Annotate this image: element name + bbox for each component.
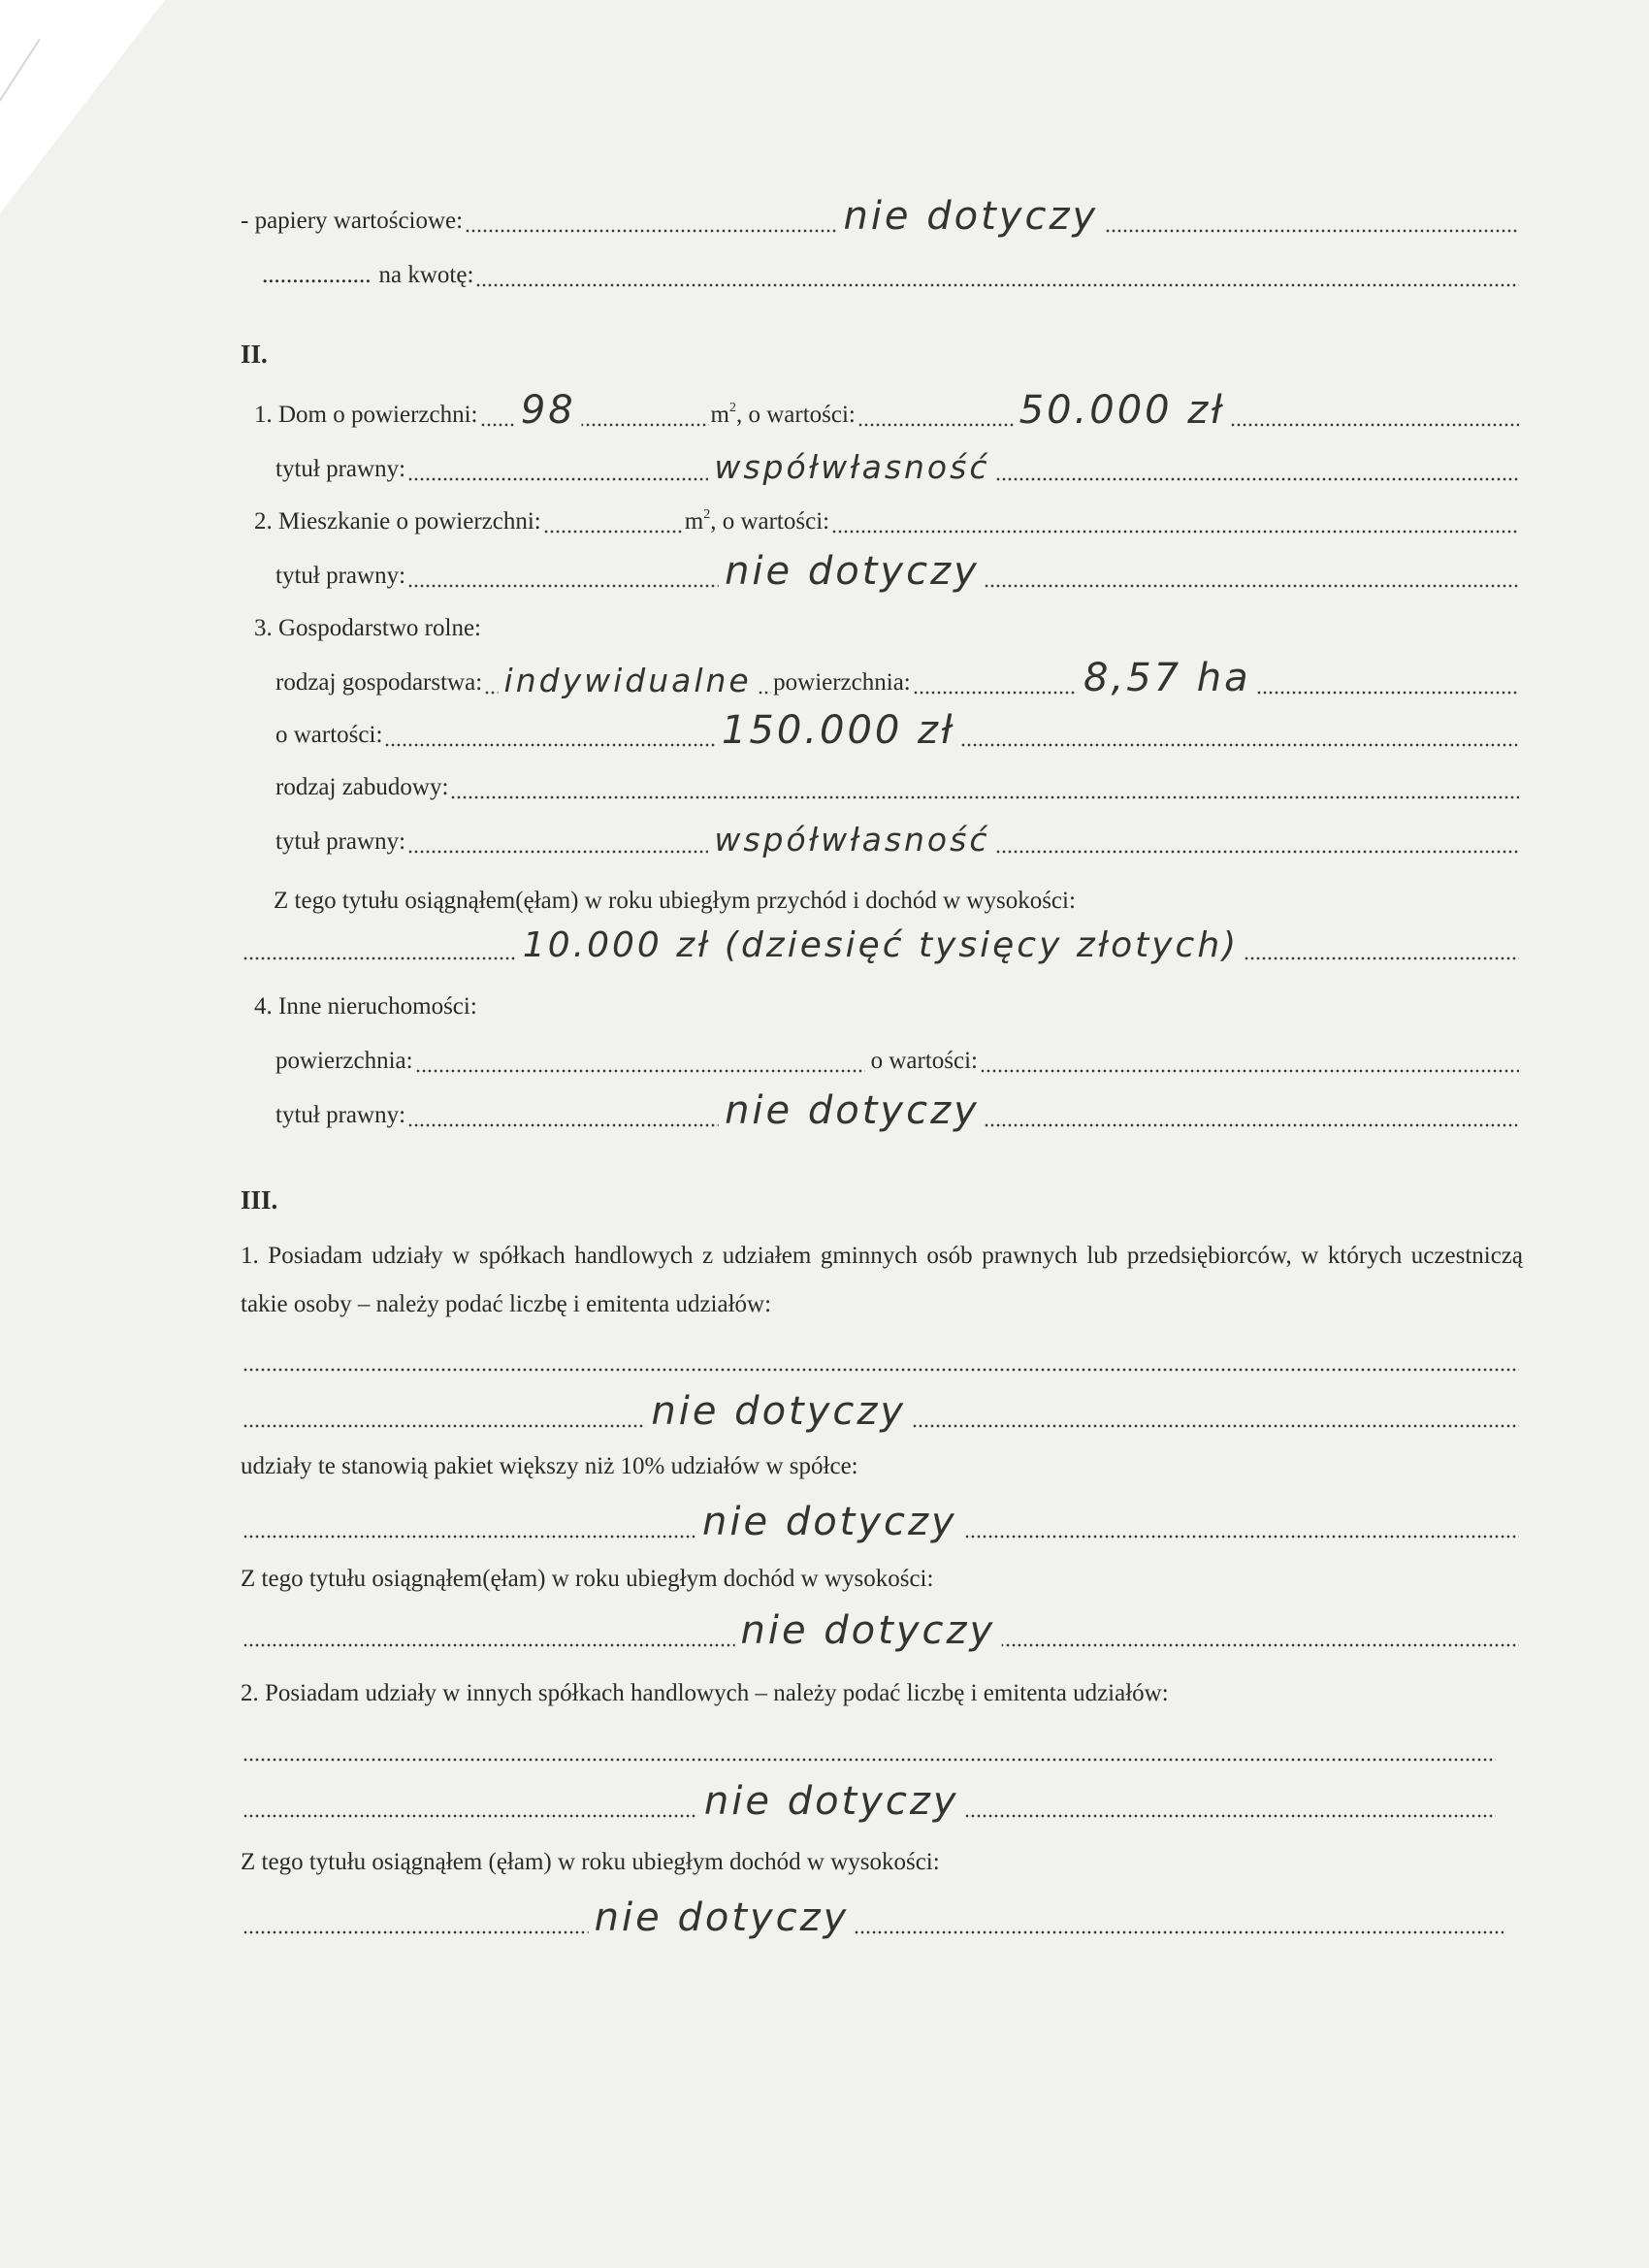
folded-corner bbox=[0, 0, 165, 213]
house-value-field[interactable] bbox=[857, 388, 1519, 433]
other-shares-line-2 bbox=[241, 1779, 1498, 1824]
flat-legal-title-label: tytuł prawny: bbox=[275, 563, 406, 589]
other-income-label: Z tego tytułu osiągnąłem (ęłam) w roku ubiegłym dochód w wysokości: bbox=[241, 1849, 940, 1875]
income-label: Z tego tytułu osiągnąłem(ęłam) w roku ubiegłym dochód w wysokości: bbox=[241, 1566, 934, 1592]
income-field[interactable] bbox=[242, 1608, 1519, 1653]
shares-line-1 bbox=[241, 1333, 1521, 1372]
flat-title-field[interactable] bbox=[407, 549, 1519, 594]
flat-title-value: nie dotyczy bbox=[719, 551, 986, 592]
legal-title-label: tytuł prawny: bbox=[275, 456, 406, 482]
other-area-row bbox=[275, 1034, 1521, 1073]
farm-value: 150.000 zł bbox=[716, 710, 961, 751]
section-iii-title: III. bbox=[241, 1185, 278, 1215]
package-field[interactable] bbox=[242, 1500, 1519, 1544]
flat-label: 2. Mieszkanie o powierzchni: bbox=[254, 508, 541, 535]
farm-area-label: powierzchnia: bbox=[773, 669, 911, 696]
farm-title-field[interactable] bbox=[407, 821, 1519, 859]
other-title-field[interactable] bbox=[407, 1088, 1519, 1133]
farm-row bbox=[254, 601, 1521, 640]
flat-area-field[interactable] bbox=[543, 512, 683, 534]
other-shares-label-row bbox=[241, 1667, 1502, 1705]
flat-m2-superscript: 2 bbox=[703, 506, 711, 522]
farm-value-field[interactable] bbox=[384, 708, 1519, 753]
house-label: 1. Dom o powierzchni: bbox=[254, 402, 478, 428]
other-shares-field-1[interactable] bbox=[242, 1740, 1496, 1762]
other-area-field[interactable] bbox=[415, 1052, 865, 1073]
house-title-value: współwłasność bbox=[708, 451, 995, 485]
farm-title-value: współwłasność bbox=[708, 824, 995, 858]
amount-field[interactable] bbox=[475, 266, 1519, 287]
other-property-row bbox=[254, 980, 1521, 1019]
farm-type-value: indywidualne bbox=[499, 664, 758, 698]
other-property-label: 4. Inne nieruchomości: bbox=[254, 993, 477, 1020]
m2-superscript: 2 bbox=[728, 400, 736, 415]
other-income-label-row bbox=[241, 1835, 1521, 1874]
buildings-field[interactable] bbox=[450, 778, 1519, 799]
shares-line-2 bbox=[241, 1389, 1521, 1434]
farm-type-label: rodzaj gospodarstwa: bbox=[275, 669, 483, 696]
other-shares-text: 2. Posiadam udziały w innych spółkach handlowych – należy podać liczbę i emitenta udziałów: bbox=[241, 1680, 1169, 1706]
shares-field-2[interactable] bbox=[242, 1389, 1519, 1434]
amount-prefix: .................. bbox=[262, 262, 372, 288]
package-label: udziały te stanowią pakiet większy niż 10% udziałów w spółce: bbox=[241, 1453, 858, 1479]
farm-value-label: o wartości: bbox=[275, 722, 383, 748]
flat-m2-text: m bbox=[684, 508, 704, 535]
package-value: nie dotyczy bbox=[696, 1502, 963, 1542]
amount-label: na kwotę: bbox=[378, 262, 474, 288]
income-row bbox=[241, 1608, 1521, 1653]
buildings-row bbox=[275, 761, 1521, 799]
other-shares-line-1 bbox=[241, 1723, 1498, 1762]
other-income-value: nie dotyczy bbox=[589, 1897, 856, 1938]
house-value: 50.000 zł bbox=[1014, 390, 1231, 431]
other-title-value: nie dotyczy bbox=[719, 1090, 986, 1131]
house-area-value: 98 bbox=[515, 390, 582, 431]
other-area-label: powierzchnia: bbox=[275, 1048, 413, 1074]
farm-title-row bbox=[275, 815, 1521, 859]
m2-unit bbox=[710, 400, 736, 428]
farm-income-row bbox=[241, 922, 1521, 966]
income-value: nie dotyczy bbox=[734, 1610, 1001, 1651]
farm-income-field[interactable] bbox=[242, 925, 1519, 966]
flat-title-row bbox=[275, 549, 1521, 594]
house-title-field[interactable] bbox=[407, 448, 1519, 487]
farm-label: 3. Gospodarstwo rolne: bbox=[254, 615, 481, 641]
income-label-row bbox=[241, 1552, 1521, 1591]
securities-value: nie dotyczy bbox=[837, 196, 1104, 237]
flat-row bbox=[254, 495, 1521, 534]
other-value-field[interactable] bbox=[980, 1052, 1519, 1073]
shares-value: nie dotyczy bbox=[645, 1391, 912, 1432]
other-legal-title-label: tytuł prawny: bbox=[275, 1102, 406, 1128]
farm-value-row bbox=[275, 708, 1521, 753]
farm-area-value: 8,57 ha bbox=[1078, 658, 1257, 698]
farm-income-text: Z tego tytułu osiągnąłem(ęłam) w roku ubiegłym przychód i dochód w wysokości: bbox=[274, 888, 1076, 914]
other-value-label: o wartości: bbox=[870, 1048, 978, 1074]
securities-field[interactable] bbox=[465, 194, 1519, 239]
package-row bbox=[241, 1500, 1521, 1544]
other-title-row bbox=[275, 1088, 1521, 1133]
house-row bbox=[254, 388, 1521, 433]
flat-value-label: , o wartości: bbox=[710, 508, 830, 535]
flat-m2-unit bbox=[684, 506, 711, 535]
farm-type-row bbox=[275, 656, 1521, 700]
securities-row bbox=[241, 194, 1521, 239]
shares-field-1[interactable] bbox=[242, 1350, 1519, 1372]
other-income-row bbox=[241, 1895, 1505, 1940]
section-ii-title: II. bbox=[241, 340, 268, 369]
securities-label: - papiery wartościowe: bbox=[241, 208, 464, 234]
buildings-label: rodzaj zabudowy: bbox=[275, 774, 449, 800]
farm-legal-title-label: tytuł prawny: bbox=[275, 828, 406, 855]
house-title-row bbox=[275, 442, 1521, 487]
other-income-field[interactable] bbox=[242, 1895, 1504, 1940]
m2-unit-text: m bbox=[710, 402, 729, 428]
farm-income-value: 10.000 zł (dziesięć tysięcy złotych) bbox=[517, 927, 1245, 964]
other-shares-field-2[interactable] bbox=[242, 1779, 1496, 1824]
house-area-field[interactable] bbox=[480, 388, 709, 433]
package-label-row bbox=[241, 1440, 1521, 1478]
amount-row bbox=[262, 248, 1521, 287]
house-value-label: , o wartości: bbox=[735, 402, 856, 428]
flat-value-field[interactable] bbox=[831, 512, 1519, 534]
shares-text: 1. Posiadam udziały w spółkach handlowych z udziałem gminnych osób prawnych lub przedsiębiorców, w których uczestniczą takie osoby – należy podać liczbę i emitenta udziałów: bbox=[241, 1243, 1523, 1317]
farm-area-field[interactable] bbox=[913, 656, 1519, 700]
other-shares-value: nie dotyczy bbox=[698, 1781, 965, 1822]
farm-type-field[interactable] bbox=[484, 662, 771, 700]
